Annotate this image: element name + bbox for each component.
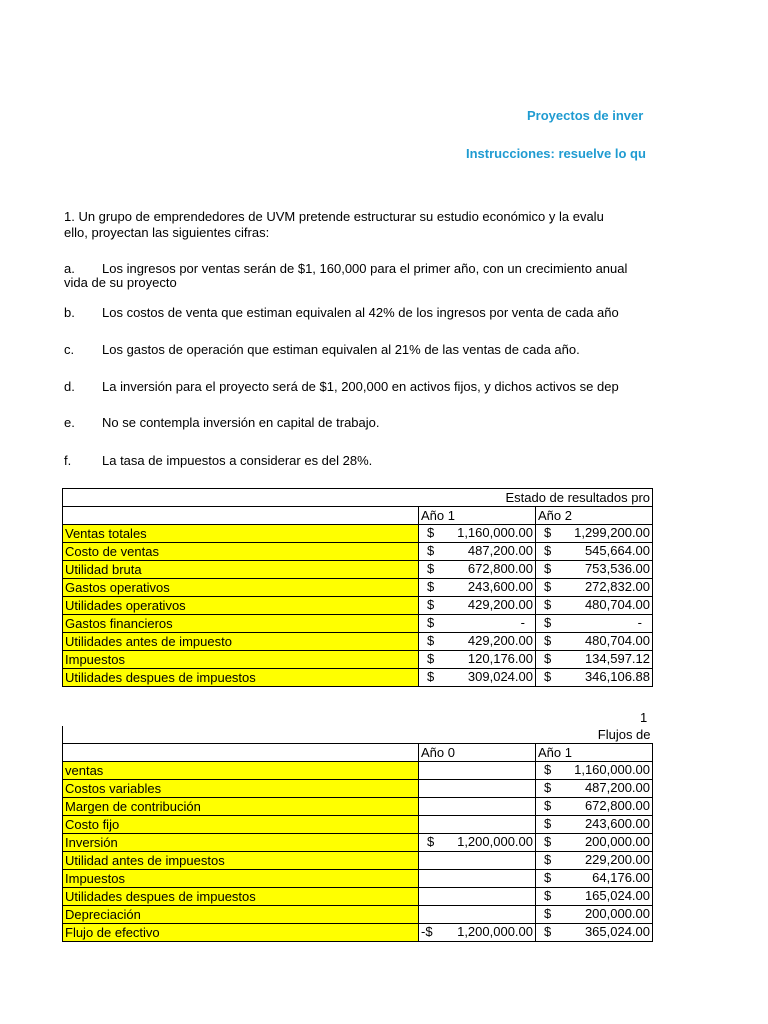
row-label[interactable]: Costo fijo — [63, 816, 419, 834]
value-cell[interactable] — [419, 816, 536, 834]
income-row — [63, 633, 653, 651]
cash-flow-row — [63, 798, 653, 816]
row-label[interactable]: Depreciación — [63, 906, 419, 924]
document-title: Proyectos de inver — [527, 108, 644, 123]
amount: 672,800.00 — [584, 798, 651, 813]
item-label: a. — [64, 261, 75, 276]
currency-symbol: $ — [544, 561, 552, 576]
cash-flow-row — [63, 816, 653, 834]
income-row — [63, 669, 653, 687]
amount: 1,299,200.00 — [574, 525, 651, 540]
income-statement-title: Estado de resultados pro — [63, 489, 653, 507]
amount: 1,160,000.00 — [574, 762, 651, 777]
amount: 229,200.00 — [584, 852, 651, 867]
item-label: c. — [64, 342, 75, 357]
cash-flow-row — [63, 888, 653, 906]
value-cell[interactable] — [536, 651, 653, 669]
value-cell[interactable] — [419, 597, 536, 615]
cash-flow-row — [63, 834, 653, 852]
item-text: La inversión para el proyecto será de $1, 200,000 en activos fijos, y dichos activos se dep — [102, 379, 619, 394]
row-label[interactable]: ventas — [63, 762, 419, 780]
item-text: Los gastos de operación que estiman equivalen al 21% de las ventas de cada año. — [102, 342, 580, 357]
currency-symbol: $ — [427, 525, 435, 540]
income-row — [63, 615, 653, 633]
value-cell[interactable] — [419, 906, 536, 924]
currency-symbol: $ — [427, 579, 435, 594]
intro-line-2: ello, proyectan las siguientes cifras: — [64, 225, 270, 240]
amount: - — [520, 615, 525, 630]
amount: 545,664.00 — [584, 543, 651, 558]
value-cell[interactable] — [419, 852, 536, 870]
amount: 243,600.00 — [584, 816, 651, 831]
value-cell[interactable] — [536, 798, 653, 816]
value-cell[interactable] — [536, 780, 653, 798]
amount: 120,176.00 — [467, 651, 533, 666]
column-header: Año 0 — [419, 744, 536, 762]
amount: 429,200.00 — [467, 633, 533, 648]
column-header: Año 1 — [419, 507, 536, 525]
amount: 272,832.00 — [584, 579, 651, 594]
amount: 487,200.00 — [467, 543, 533, 558]
cash-flow-row — [63, 852, 653, 870]
column-header: Año 1 — [536, 744, 653, 762]
item-text: Los costos de venta que estiman equivalen al 42% de los ingresos por venta de cada año — [102, 305, 619, 320]
amount: 487,200.00 — [584, 780, 651, 795]
amount: 1,160,000.00 — [457, 525, 533, 540]
value-cell[interactable] — [419, 543, 536, 561]
value-cell[interactable] — [419, 669, 536, 687]
row-label[interactable]: Utilidades despues de impuestos — [63, 669, 419, 687]
row-label[interactable]: Costos variables — [63, 780, 419, 798]
item-text-cont: vida de su proyecto — [64, 275, 177, 290]
amount: 672,800.00 — [467, 561, 533, 576]
row-label[interactable]: Impuestos — [63, 870, 419, 888]
currency-symbol: $ — [544, 852, 552, 867]
cash-flow-number: 1 — [640, 710, 648, 725]
cash-flow-table — [62, 726, 653, 942]
currency-symbol: $ — [544, 870, 552, 885]
currency-symbol: $ — [544, 579, 552, 594]
value-cell[interactable] — [419, 561, 536, 579]
item-text: Los ingresos por ventas serán de $1, 160,000 para el primer año, con un crecimiento anual — [102, 261, 628, 276]
income-row — [63, 543, 653, 561]
value-cell[interactable] — [536, 834, 653, 852]
currency-symbol: $ — [544, 543, 552, 558]
value-cell[interactable] — [419, 579, 536, 597]
amount: 134,597.12 — [584, 651, 651, 666]
cash-flow-row — [63, 924, 653, 942]
amount: 243,600.00 — [467, 579, 533, 594]
value-cell[interactable] — [536, 615, 653, 633]
currency-symbol: $ — [427, 543, 435, 558]
value-cell[interactable] — [419, 762, 536, 780]
currency-symbol: $ — [544, 924, 552, 939]
cash-flow-row — [63, 906, 653, 924]
currency-symbol: $ — [544, 525, 552, 540]
row-label[interactable]: Inversión — [63, 834, 419, 852]
amount: 753,536.00 — [584, 561, 651, 576]
item-label: e. — [64, 415, 75, 430]
intro-line-1: 1. Un grupo de emprendedores de UVM pretende estructurar su estudio económico y la evalu — [64, 209, 604, 224]
currency-symbol: $ — [544, 597, 552, 612]
currency-symbol: $ — [427, 633, 435, 648]
currency-symbol: $ — [544, 888, 552, 903]
amount: 200,000.00 — [584, 834, 651, 849]
value-cell[interactable] — [536, 762, 653, 780]
income-statement-table — [62, 488, 653, 687]
item-text: No se contempla inversión en capital de trabajo. — [102, 415, 380, 430]
income-row — [63, 579, 653, 597]
value-cell[interactable] — [536, 579, 653, 597]
item-text: La tasa de impuestos a considerar es del 28%. — [102, 453, 373, 468]
row-label[interactable]: Impuestos — [63, 651, 419, 669]
amount: 480,704.00 — [584, 633, 651, 648]
value-cell[interactable] — [419, 651, 536, 669]
currency-symbol: $ — [544, 816, 552, 831]
income-row — [63, 525, 653, 543]
amount: 480,704.00 — [584, 597, 651, 612]
currency-symbol: $ — [544, 669, 552, 684]
currency-symbol: $ — [544, 834, 552, 849]
cash-flow-row — [63, 780, 653, 798]
amount: 64,176.00 — [592, 870, 651, 885]
amount: 429,200.00 — [467, 597, 533, 612]
value-cell[interactable] — [419, 525, 536, 543]
row-label[interactable]: Gastos financieros — [63, 615, 419, 633]
currency-symbol: $ — [427, 597, 435, 612]
currency-symbol: $ — [427, 669, 435, 684]
value-cell[interactable] — [419, 615, 536, 633]
row-label[interactable]: Margen de contribución — [63, 798, 419, 816]
income-row — [63, 651, 653, 669]
currency-symbol: $ — [544, 780, 552, 795]
row-label[interactable]: Utilidad bruta — [63, 561, 419, 579]
instructions-heading: Instrucciones: resuelve lo qu — [466, 146, 646, 161]
value-cell[interactable] — [419, 633, 536, 651]
value-cell[interactable] — [536, 870, 653, 888]
currency-symbol: $ — [427, 834, 435, 849]
currency-symbol: $ — [427, 615, 435, 630]
item-label: b. — [64, 305, 75, 320]
row-label[interactable]: Utilidades operativos — [63, 597, 419, 615]
value-cell[interactable] — [536, 561, 653, 579]
value-cell[interactable] — [536, 816, 653, 834]
amount: 309,024.00 — [467, 669, 533, 684]
value-cell[interactable] — [419, 924, 536, 942]
amount: 200,000.00 — [584, 906, 651, 921]
currency-symbol: $ — [544, 906, 552, 921]
value-cell[interactable] — [536, 924, 653, 942]
row-label[interactable]: Flujo de efectivo — [63, 924, 419, 942]
amount: 346,106.88 — [584, 669, 651, 684]
header-blank — [63, 507, 419, 525]
value-cell[interactable] — [419, 780, 536, 798]
item-label: f. — [64, 453, 72, 468]
value-cell[interactable] — [536, 852, 653, 870]
currency-symbol: $ — [427, 561, 435, 576]
currency-symbol: $ — [544, 651, 552, 666]
row-label[interactable]: Utilidades antes de impuesto — [63, 633, 419, 651]
amount: 1,200,000.00 — [457, 924, 533, 939]
value-cell[interactable] — [536, 597, 653, 615]
income-row — [63, 561, 653, 579]
row-label[interactable]: Ventas totales — [63, 525, 419, 543]
row-label[interactable]: Utilidad antes de impuestos — [63, 852, 419, 870]
cash-flow-row — [63, 762, 653, 780]
value-cell[interactable] — [536, 525, 653, 543]
currency-symbol: -$ — [421, 924, 433, 939]
column-header: Año 2 — [536, 507, 653, 525]
item-label: d. — [64, 379, 75, 394]
value-cell[interactable] — [419, 870, 536, 888]
row-label[interactable]: Utilidades despues de impuestos — [63, 888, 419, 906]
value-cell[interactable] — [419, 798, 536, 816]
value-cell[interactable] — [536, 633, 653, 651]
amount: 1,200,000.00 — [457, 834, 533, 849]
value-cell[interactable] — [536, 906, 653, 924]
row-label[interactable]: Gastos operativos — [63, 579, 419, 597]
currency-symbol: $ — [544, 798, 552, 813]
header-blank — [63, 744, 419, 762]
value-cell[interactable] — [536, 888, 653, 906]
amount: - — [637, 615, 643, 630]
amount: 165,024.00 — [584, 888, 651, 903]
value-cell[interactable] — [419, 834, 536, 852]
amount: 365,024.00 — [584, 924, 651, 939]
currency-symbol: $ — [544, 762, 552, 777]
cash-flow-row — [63, 870, 653, 888]
income-row — [63, 597, 653, 615]
value-cell[interactable] — [419, 888, 536, 906]
currency-symbol: $ — [427, 651, 435, 666]
currency-symbol: $ — [544, 633, 552, 648]
value-cell[interactable] — [536, 543, 653, 561]
value-cell[interactable] — [536, 669, 653, 687]
row-label[interactable]: Costo de ventas — [63, 543, 419, 561]
cash-flow-title: Flujos de — [63, 726, 653, 744]
currency-symbol: $ — [544, 615, 552, 630]
